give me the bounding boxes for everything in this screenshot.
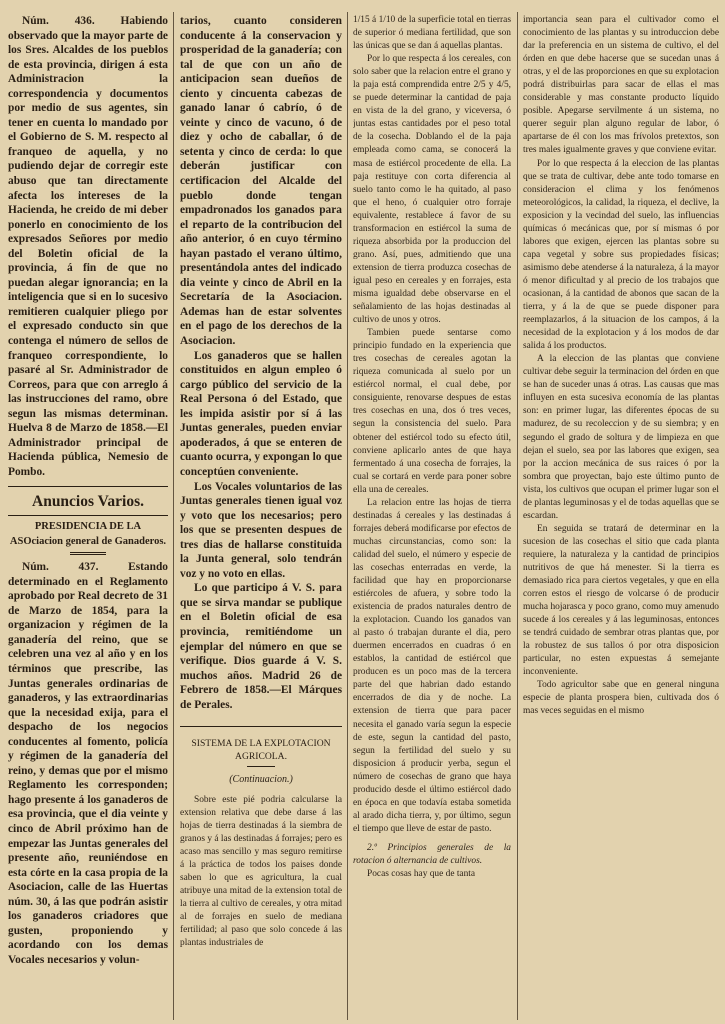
notice-437: Núm. 437. Estando determinado en el Reglamento aprobado por Real decreto de 31 de Marzo de 1854, para la organizacion y régimen de la ganadería del reino, que se celebren una vez al año y en los términos que prescribe, las Juntas generales ordinarias de ganaderos, y las extraordinarias que la necesidad exija, para el despacho de los negocios conducentes al fomento, policía y régimen de la ganadería del reino, y demas que por el mismo Reglamento les corresponden; hago presente á los ganaderos de esa provincia, que el dia veinte y cinco de Abril próximo han de empezar las Juntas generales del presente año, reuniéndose en esta córte en la casa propia de la Asociacion, calle de las Huertas núm. 30, á las que podrán asistir los ganaderos criadores que gusten, proponiendo y acordando con los demas Vocales necesarios y volun-	[8, 561, 168, 966]
ornament-dash	[247, 766, 275, 767]
article-divider	[180, 726, 342, 727]
notice-436: Núm. 436. Habiendo observado que la mayor parte de los Sres. Alcaldes de los pueblos de esta provincia, dirigen á esta Administracion la correspondencia y documentos por medio de sus agentes, sin tener en cuenta lo mandado por el Gobierno de S. M. respecto al franqueo de aquella, y no pudiendo dejar de corregir este abuso que tan directamente afecta los intereses de la Hacienda, he creido de mi deber ponerlo en conocimiento de los expresados Señores por medio del Boletin oficial de la provincia, á fin de que no puedan alegar ignorancia; en la inteligencia que si en lo sucesivo remitieren cualquier pliego por el expresado conducto sin que contenga el número de sellos de franqueo correspondiente, lo pasaré al Sr. Administrador de Correos, para que con arreglo á las instrucciones del ramo, obre segun las mismas determinan. Huelva 8 de Marzo de 1858.—El Administrador principal de Hacienda pública, Nemesio de Pombo.	[8, 15, 168, 478]
column-3	[353, 14, 511, 1018]
paragraph: Los ganaderos que se hallen constituidos en algun empleo ó cargo público del servicio de la Real Persona ó del Estado, que les impida asistir por sí á las Juntas generales, pueden enviar apoderados, á que se enteren de cuanto ocurra, y expongan lo que conceptúen conveniente.	[180, 349, 342, 478]
paragraph: tarios, cuanto consideren conducente á la conservacion y prosperidad de la ganadería; con tal de que con un año de anticipacion sean dueños de ciento y cincuenta cabezas de ganado lanar ó cabrío, ó de veinte y cinco de vacuno, ó de diez y ocho de caballar, ó de setenta y cinco de cerda: lo que deberán justificar con certificacion del Alcalde del pueblo donde tengan empadronados los ganados para el reparto de la contribucion del año anterior, ó en cuyo término hayan pastado el verano último, presentándola antes del indicado dia veinte y cinco de Abril en la Secretaría de la Asociacion. Ademas han de estar solventes en el pago de los derechos de la Asociacion.	[180, 15, 342, 348]
ornament-dash	[70, 552, 106, 555]
article-title: SISTEMA DE LA EXPLOTACION AGRICOLA.	[191, 738, 331, 763]
paragraph: Lo que participo á V. S. para que se sirva mandar se publique en el Boletin oficial de esa provincia, remitiéndome un ejemplar del número en que se verifique. Dios guarde á V. S. muchos años. Madrid 26 de Febrero de 1858.—El Márques de Perales.	[180, 582, 342, 711]
subheading: 2.º Principios generales de la rotacion ó alternancia de cultivos.	[353, 842, 511, 866]
section-divider	[8, 515, 168, 516]
paragraph: Por lo que respecta á la eleccion de las plantas que se trata de cultivar, debe ante todo tomarse en consideracion el clima y los fenómenos meteorológicos, la calidad, la riqueza, el declive, la exposicion y la vecindad del suelo, las influencias químicas ó mecánicas que, por sí mismas ó por labores que exigen, ejercen las plantas sobre su capa vegetal y sobre sus propiedades físicas; asimismo debe atenderse á la naturaleza, á la mayor ó menor dificultad y al precio de los trabajos que ocasionan, á la cantidad de abonos que sacan de la tierra, y á la de que se puede disponer para reemplazarlos, á la situacion de los campos, á la necesidad de la explotacion y á los modos de dar salida á los productos.	[523, 158, 719, 352]
paragraph: Por lo que respecta á los cereales, con solo saber que la relacion entre el grano y la paja está comprendida entre 2/5 y 4/5, se puede determinar la cantidad de paja en vista de la del grano, y viceversa, ó juntas estas cantidades por el peso total de la cosecha. Doblando el de la paja empleada como cama, se conocerá la masa de estiércol procedente de ella. La paja restituye con corta diferencia al suelo tanto como le ha quitado, al paso que el heno, ó cualquier otro forraje equivalente, restablece á favor de su transformacion en estiércol la suma de riqueza absorbida por la produccion del grano. Así, pues, admitiendo que una extension de tierra produzca cosechas de igual peso en cereales y en forrajes, esta misma igualdad debe observarse en el señalamiento de las hojas destinadas al cultivo de unos y otros.	[353, 54, 511, 326]
column-rule	[517, 12, 518, 1020]
continuation-note: (Continuacion.)	[229, 774, 293, 786]
column-rule	[347, 12, 348, 1020]
paragraph: Tambien puede sentarse como principio fundado en la experiencia que tres cosechas de cereales agotan la riqueza comunicada al suelo por un estiércol normal, el cual debe, por consiguiente, renovarse despues de estas tres cosechas en una, dos ó tres veces, segun la consistencia del suelo. Para obtener del estiércol todo su efecto útil, conviene aplicarlo antes de que haya fermentado á una cosecha de forrajes, la cual se cortará en verde para poner sobre ella una de cereales.	[353, 328, 511, 495]
paragraph: La relacion entre las hojas de tierra destinadas á cereales y las destinadas á forrajes deberá modificarse por efectos de muchas circunstancias, como son: la calidad del suelo, el número y especie de las cosechas enterradas en verde, la facilidad que hay en proporcionarse estiércoles de afuera, y sobre todo la existencia de prados naturales dentro de la explotacion. Cuando los ganados van al pasto ó trabajan durante el dia, pero duermen encerrados en cuadras ó en establos, la cantidad de estiércol que producen es un poco mas de la tercera parte del que habrian dado estando encerrados de dia y de noche. La extension de tierra que para pacer necesita el ganado varía segun la especie de este, segun la cantidad del pasto, segun la fertilidad del suelo y su disposicion á producir yerba, segun el número de cosechas de grano que haya producido desde el último estiércol dado en época en que todavía estaba sometida al arado dicha tierra, y, por último, segun el tiempo que lleve de estar de pasto.	[353, 497, 511, 834]
paragraph: Los Vocales voluntarios de las Juntas generales tienen igual voz y voto que los necesarios; pero los que se presenten despues de tres dias de hallarse constituida la Junta general, solo tendrán voz y no voto en ellas.	[180, 480, 342, 580]
paragraph: importancia sean para el cultivador como el conocimiento de las plantas y su introduccion debe dar la preferencia en un sistema de cultivo, el del órden en que debe hacerse que se sucedan unas á otras, y el de las proporciones en que su explotacion podrá distribuirlas para sacar de ellas el mas considerable y mas constante producto líquido posible. Apegarse servilmente á un sistema, no querer seguir plan alguno regular de labor, ó apartarse de él con los mas frívolos pretextos, son tres males igualmente graves y que conviene evitar.	[523, 15, 719, 156]
column-4	[523, 14, 719, 1018]
presidencia-heading: PRESIDENCIA DE LA ASOciacion general de Ganaderos.	[9, 521, 167, 547]
paragraph: Pocas cosas hay que de tanta	[367, 869, 476, 880]
paragraph: Todo agricultor sabe que en general ninguna especie de planta prospera bien, cultivada dos ó mas veces seguidas en el mismo	[523, 680, 719, 717]
section-title: Anuncios Varios.	[32, 492, 144, 510]
paragraph: En seguida se tratará de determinar en la sucesion de las cosechas el sitio que cada planta requiere, la naturaleza y la cantidad de principios nutritivos de que há menester. Si la tierra es demasiado rica para ciertos vegetales, y que en ella corren estos el riesgo de volcarse ó de producir mucha hojarasca y poco grano, como muy amenudo sucede á los cereales y á las leguminosas, entonces se tendrá cuidado de sembrar otras plantas que, por la robustez de sus tallos ó por otra disposicion particular, no esten expuestas á semejante inconveniente.	[523, 523, 719, 678]
column-rule	[173, 12, 174, 1020]
paragraph: Sobre este pié podria calcularse la extension relativa que debe darse á las hojas de tierra destinadas á la siembra de granos y á las destinadas á forrajes; pero es acaso mas sencillo y mas seguro remitirse á la práctica de todos los paises donde saben lo que es agricultura, la cual atribuye una mitad de la extension total de la tierra al cultivo de cereales, y otra mitad al de forrajes en suelo de mediana fertilidad; al paso que solo concede á las plantas industriales de	[180, 794, 342, 949]
section-divider	[8, 486, 168, 487]
paragraph: 1/15 á 1/10 de la superficie total en tierras de superior ó mediana fertilidad, que son las únicas que se dan á aquellas plantas.	[353, 15, 511, 52]
paragraph: A la eleccion de las plantas que conviene cultivar debe seguir la terminacion del órden en que se han de suceder unas á otras. Las causas que mas influyen en esta sucesiva economía de las plantas son: en primer lugar, las diferentes épocas de su madurez, de su recoleccion y de su siembra; y en segundo el grado de soltura y de limpieza en que dejan el suelo, sea por las labores que exigen, sea por la accion mecánica de sus raices ó por la sombra que proyectan, bajo este último punto de vista, los cultivos que ocupan el primer lugar son el de plantas leguminosas y el de todas aquellas que se escardan.	[523, 354, 719, 521]
column-1	[8, 14, 168, 1018]
column-2	[180, 14, 342, 1018]
